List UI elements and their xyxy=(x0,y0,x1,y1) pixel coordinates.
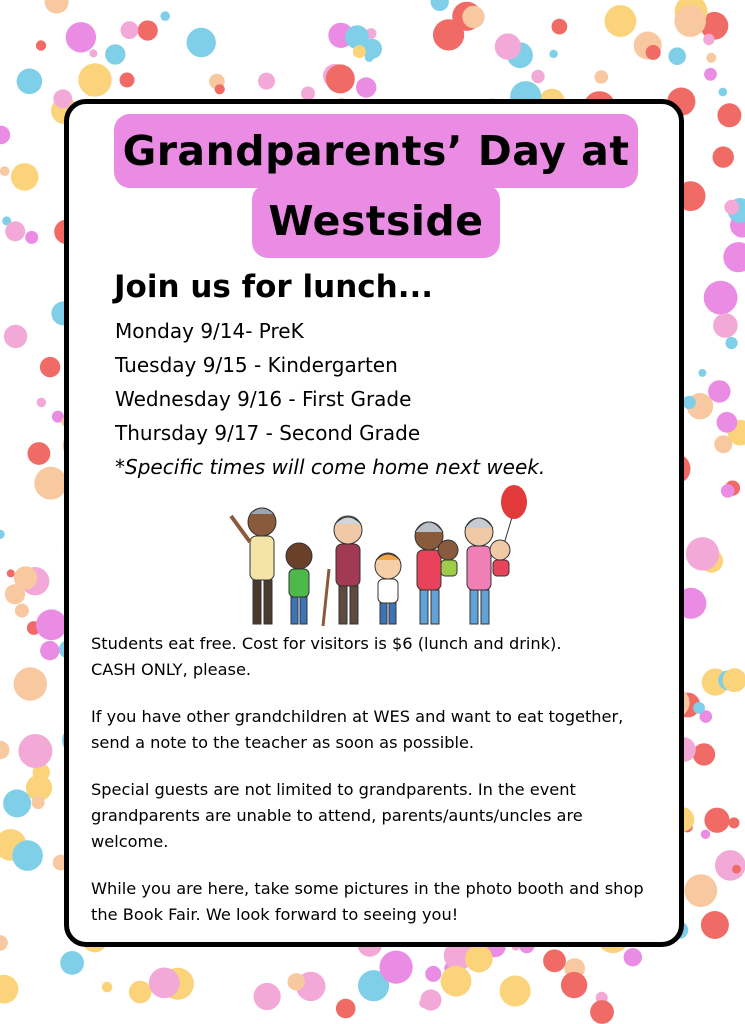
background-dot xyxy=(701,830,710,839)
background-dot xyxy=(624,948,642,966)
background-dot xyxy=(543,949,566,972)
background-dot xyxy=(0,530,5,539)
background-dot xyxy=(380,951,413,984)
background-dot xyxy=(420,989,441,1010)
schedule-item-prek: Monday 9/14- PreK xyxy=(115,319,304,343)
background-dot xyxy=(0,741,9,759)
background-dot xyxy=(0,935,8,951)
title-line-1: Grandparents’ Day at xyxy=(114,114,638,188)
flyer-card xyxy=(64,99,684,947)
siblings-paragraph xyxy=(91,704,676,756)
background-dot xyxy=(28,442,51,465)
background-dot xyxy=(706,53,716,63)
closing-paragraph xyxy=(91,876,676,928)
background-dot xyxy=(713,146,734,167)
background-dot xyxy=(31,796,44,809)
background-dot xyxy=(25,231,38,244)
background-dot xyxy=(40,641,59,660)
schedule-item-second-grade: Thursday 9/17 - Second Grade xyxy=(115,421,421,445)
background-dot xyxy=(5,584,25,604)
schedule-item-first-grade: Wednesday 9/16 - First Grade xyxy=(115,387,412,411)
background-dot xyxy=(17,69,43,95)
background-dot xyxy=(713,313,738,338)
background-dot xyxy=(12,840,43,871)
background-dot xyxy=(40,357,60,377)
background-dot xyxy=(0,126,10,144)
background-dot xyxy=(431,0,449,11)
background-dot xyxy=(725,337,737,349)
background-dot xyxy=(89,49,97,57)
background-dot xyxy=(11,163,39,191)
background-dot xyxy=(5,221,25,241)
background-dot xyxy=(3,789,31,817)
background-dot xyxy=(326,64,355,93)
background-dot xyxy=(605,5,637,37)
background-dot xyxy=(215,84,225,94)
schedule-list xyxy=(115,314,545,484)
background-dot xyxy=(724,200,739,215)
background-dot xyxy=(549,50,557,58)
background-dot xyxy=(595,70,609,84)
background-dot xyxy=(683,396,696,409)
background-dot xyxy=(102,982,113,993)
closing-line-2: the Book Fair. We look forward to seeing you! xyxy=(91,905,459,924)
guests-line-2: grandparents are unable to attend, parents/aunts/uncles are xyxy=(91,806,583,825)
background-dot xyxy=(714,435,732,453)
lunch-heading: Join us for lunch... xyxy=(114,269,434,305)
background-dot xyxy=(590,1000,614,1024)
background-dot xyxy=(365,53,374,62)
background-dot xyxy=(353,45,366,58)
background-dot xyxy=(500,976,531,1007)
background-dot xyxy=(0,975,18,1004)
title-line-2: Westside xyxy=(252,184,500,258)
guests-line-3: welcome. xyxy=(91,832,169,851)
background-dot xyxy=(129,981,152,1004)
schedule-item-kindergarten: Tuesday 9/15 - Kindergarten xyxy=(115,353,398,377)
background-dot xyxy=(704,281,738,315)
background-dot xyxy=(531,70,544,83)
background-dot xyxy=(36,40,46,50)
background-dot xyxy=(149,968,180,999)
cost-line-1: Students eat free. Cost for visitors is $6 (lunch and drink). xyxy=(91,634,562,653)
background-dot xyxy=(646,45,661,60)
background-dot xyxy=(552,19,568,35)
background-dot xyxy=(45,0,69,14)
background-dot xyxy=(49,617,64,632)
background-dot xyxy=(704,808,729,833)
background-dot xyxy=(144,27,156,39)
background-dot xyxy=(462,6,484,28)
background-dot xyxy=(120,73,135,88)
background-dot xyxy=(704,68,717,81)
background-dot xyxy=(668,47,686,65)
closing-line-1: While you are here, take some pictures in the photo booth and shop xyxy=(91,879,644,898)
background-dot xyxy=(693,743,715,765)
background-dot xyxy=(336,999,356,1019)
background-dot xyxy=(254,983,281,1010)
background-dot xyxy=(187,28,216,57)
background-dot xyxy=(34,467,67,500)
background-dot xyxy=(37,398,47,408)
background-dot xyxy=(14,667,47,700)
background-dot xyxy=(0,166,10,176)
background-dot xyxy=(721,484,735,498)
background-dot xyxy=(120,21,138,39)
background-dot xyxy=(7,569,15,577)
background-dot xyxy=(288,973,305,990)
background-dot xyxy=(723,242,745,272)
background-dot xyxy=(66,22,96,52)
cost-paragraph xyxy=(91,631,676,683)
background-dot xyxy=(15,604,29,618)
background-dot xyxy=(717,412,738,433)
schedule-note: *Specific times will come home next week. xyxy=(115,455,546,479)
background-dot xyxy=(701,911,729,939)
background-dot xyxy=(729,817,740,828)
background-dot xyxy=(356,77,376,97)
background-dot xyxy=(708,380,730,402)
background-dot xyxy=(441,966,472,997)
guests-paragraph xyxy=(91,777,676,855)
background-dot xyxy=(719,88,728,97)
background-dot xyxy=(495,33,521,59)
background-dot xyxy=(693,702,705,714)
background-dot xyxy=(698,369,706,377)
background-dot xyxy=(78,63,111,96)
background-dot xyxy=(425,966,441,982)
background-dot xyxy=(674,5,706,37)
background-dot xyxy=(686,537,719,570)
background-dot xyxy=(345,25,369,49)
background-dot xyxy=(465,945,493,973)
background-dot xyxy=(732,865,741,874)
background-dot xyxy=(105,44,125,64)
background-dot xyxy=(703,34,714,45)
background-dot xyxy=(684,874,717,907)
siblings-line-2: send a note to the teacher as soon as possible. xyxy=(91,733,475,752)
background-dot xyxy=(160,11,170,21)
grandparents-illustration xyxy=(217,484,537,634)
background-dot xyxy=(561,972,587,998)
background-dot xyxy=(258,73,275,90)
background-dot xyxy=(717,103,741,127)
guests-line-1: Special guests are not limited to grandparents. In the event xyxy=(91,780,576,799)
cost-line-2: CASH ONLY, please. xyxy=(91,660,252,679)
background-dot xyxy=(60,951,84,975)
background-dot xyxy=(4,325,27,348)
siblings-line-1: If you have other grandchildren at WES and want to eat together, xyxy=(91,707,624,726)
background-dot xyxy=(433,19,464,50)
background-dot xyxy=(18,734,52,768)
